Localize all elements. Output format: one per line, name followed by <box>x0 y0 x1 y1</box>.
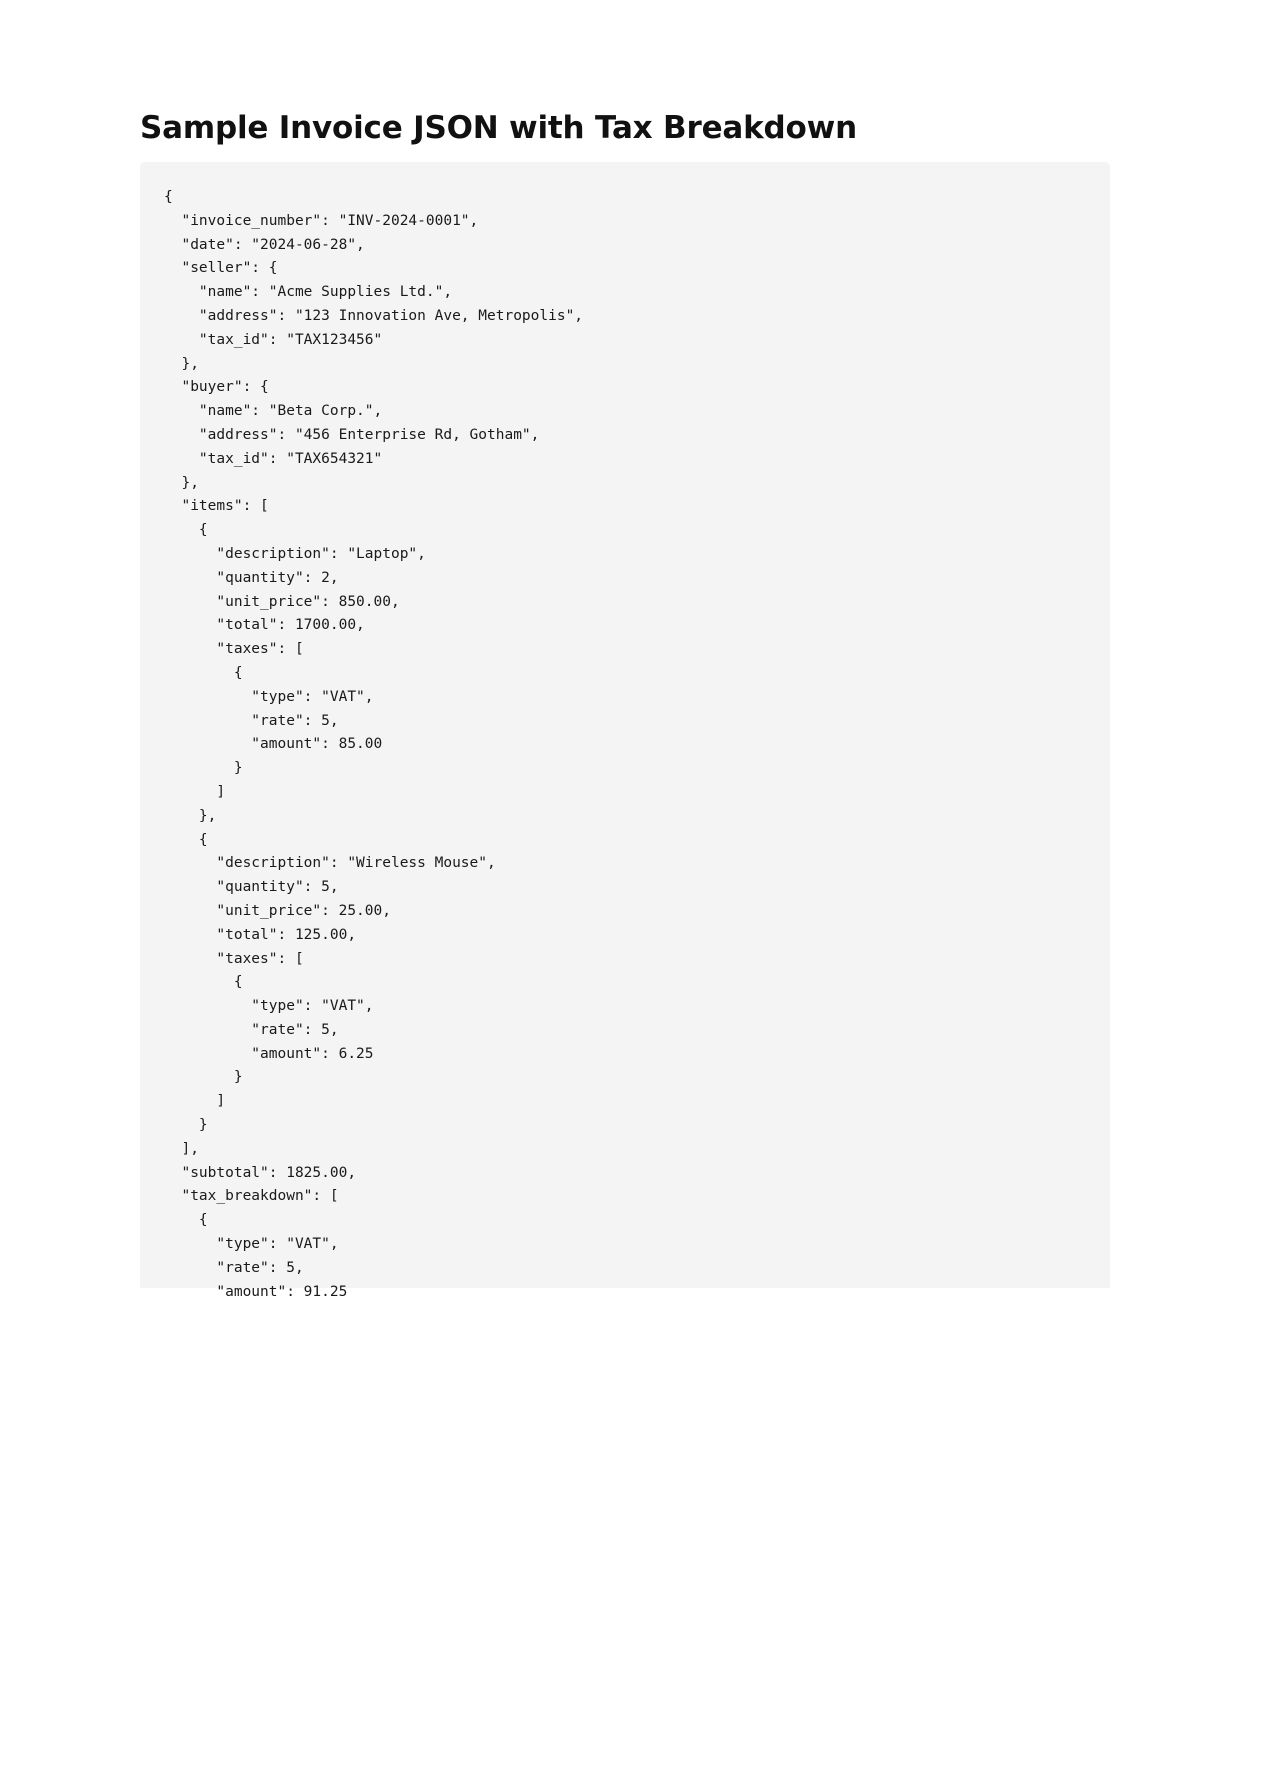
json-code: { "invoice_number": "INV-2024-0001", "date": "2024-06-28", "seller": { "name": "Acme Supplies Ltd.", "address": "123 Innovation Ave, Metropolis", "tax_id": "TAX123456" }, "buyer": { "name": "Beta Corp.", "address": "456 Enterprise Rd, Gotham", "tax_id": "TAX654321" }, "items": [ { "description": "Laptop", "quantity": 2, "unit_price": 850.00, "total": 1700.00, "taxes": [ { "type": "VAT", "rate": 5, "amount": 85.00 } ] }, { "description": "Wireless Mouse", "quantity": 5, "unit_price": 25.00, "total": 125.00, "taxes": [ { "type": "VAT", "rate": 5, "amount": 6.25 } ] } ], "subtotal": 1825.00, "tax_breakdown": [ { "type": "VAT", "rate": 5, "amount": 91.25 <box>164 189 584 1300</box>
page-title: Sample Invoice JSON with Tax Breakdown <box>140 110 857 146</box>
code-block <box>140 162 1110 1300</box>
